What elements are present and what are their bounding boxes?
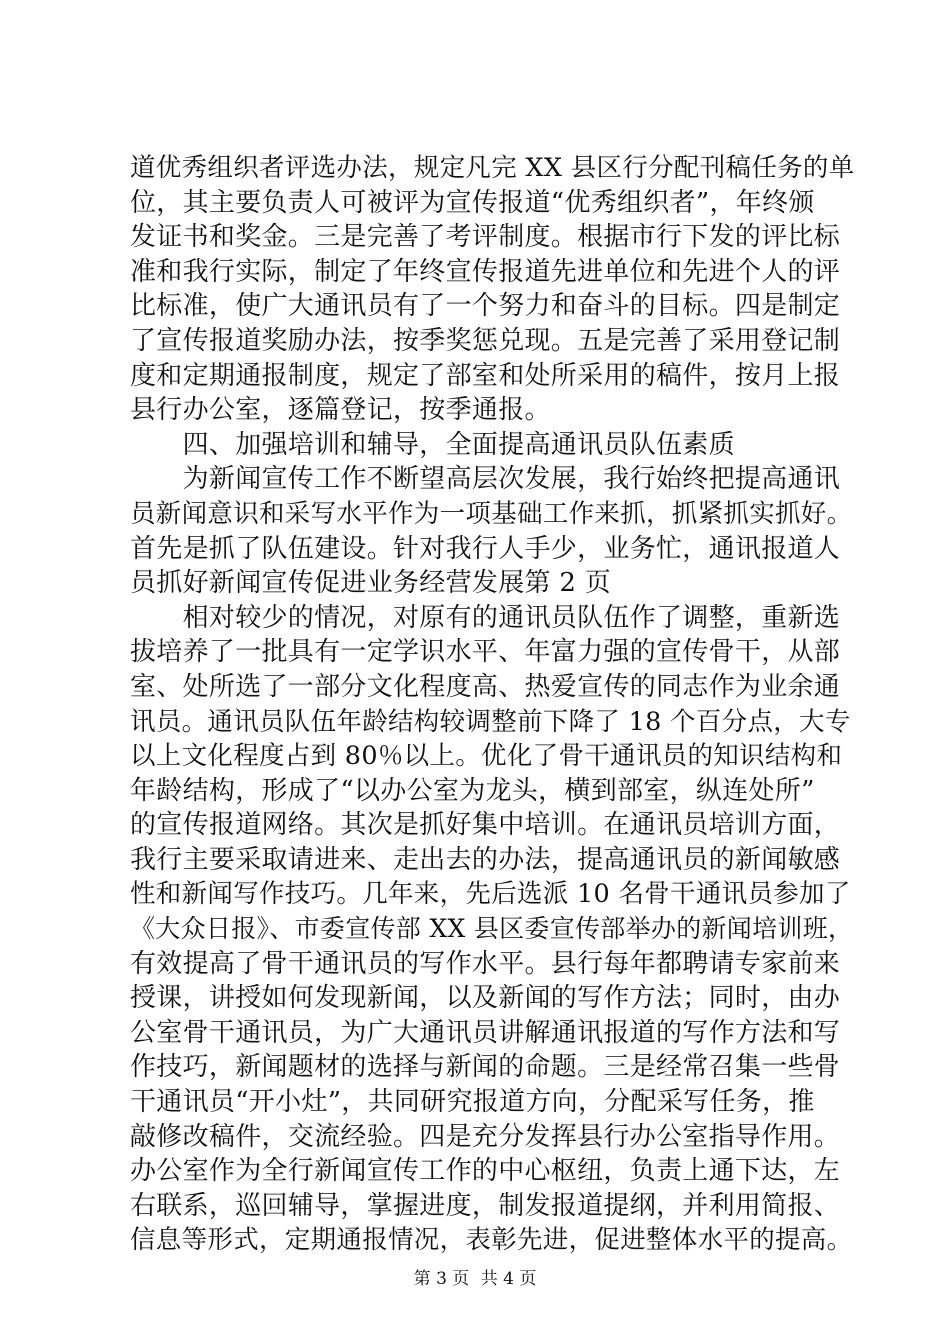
text-line: 首先是抓了队伍建设。针对我行人手少，业务忙，通讯报道人: [130, 533, 841, 564]
text-line: 道优秀组织者评选办法，规定凡完 XX 县区行分配刊稿任务的单: [130, 153, 855, 183]
text-line: 县行办公室，逐篇登记，按季通报。: [130, 395, 551, 426]
text-line: 度和定期通报制度，规定了部室和处所采用的稿件，按月上报: [130, 360, 841, 391]
text-line: 我行主要采取请进来、走出去的办法，提高通讯员的新闻敏感: [130, 844, 841, 875]
text-line: 相对较少的情况，对原有的通讯员队伍作了调整，重新选: [130, 602, 841, 633]
text-line: 授课，讲授如何发现新闻，以及新闻的写作方法；同时，由办: [130, 983, 841, 1014]
page-number: 第 3 页: [413, 1269, 470, 1289]
text-line: 位，其主要负责人可被评为宣传报道“优秀组织者”，年终颁: [130, 187, 815, 218]
text-line: 右联系，巡回辅导，掌握进度，制发报道提纲，并利用简报、: [130, 1190, 841, 1221]
text-line: 以上文化程度占到 80％以上。优化了骨干通讯员的知识结构和: [130, 741, 843, 772]
text-line: 敲修改稿件，交流经验。四是充分发挥县行办公室指导作用。: [130, 1121, 841, 1152]
text-line: 信息等形式，定期通报情况，表彰先进，促进整体水平的提高。: [130, 1225, 853, 1256]
document-body: [130, 151, 855, 1258]
text-line: 拔培养了一批具有一定学识水平、年富力强的宣传骨干，从部: [130, 637, 841, 668]
text-line: 为新闻宣传工作不断望高层次发展，我行始终把提高通讯: [130, 464, 841, 495]
text-line: 员新闻意识和采写水平作为一项基础工作来抓，抓紧抓实抓好。: [130, 498, 853, 529]
text-line: 讯员。通讯员队伍年龄结构较调整前下降了 18 个百分点，大专: [130, 706, 851, 737]
text-line: 年龄结构，形成了“以办公室为龙头，横到部室，纵连处所”: [130, 775, 815, 806]
text-line: 办公室作为全行新闻宣传工作的中心枢纽，负责上通下达，左: [130, 1156, 841, 1187]
text-line: 员抓好新闻宣传促进业务经营发展第 2 页: [130, 568, 612, 599]
text-line: 发证书和奖金。三是完善了考评制度。根据市行下发的评比标: [130, 222, 841, 253]
text-line: 准和我行实际，制定了年终宣传报道先进单位和先进个人的评: [130, 256, 841, 287]
text-line: 干通讯员“开小灶”，共同研究报道方向，分配采写任务，推: [130, 1087, 815, 1118]
page-total: 共 4 页: [480, 1269, 537, 1289]
text-line: 公室骨干通讯员，为广大通讯员讲解通讯报道的写作方法和写: [130, 1017, 841, 1048]
section-heading: 四、加强培训和辅导，全面提高通讯员队伍素质: [130, 429, 735, 460]
text-line: 比标准，使广大通讯员有了一个努力和奋斗的目标。四是制定: [130, 291, 841, 322]
text-line: 了宣传报道奖励办法，按季奖惩兑现。五是完善了采用登记制: [130, 325, 841, 356]
text-line: 室、处所选了一部分文化程度高、热爱宣传的同志作为业余通: [130, 671, 841, 702]
text-line: 作技巧，新闻题材的选择与新闻的命题。三是经常召集一些骨: [130, 1052, 841, 1083]
text-line: 《大众日报》、市委宣传部 XX 县区委宣传部举办的新闻培训班，: [130, 914, 854, 944]
text-line: 的宣传报道网络。其次是抓好集中培训。在通讯员培训方面，: [130, 810, 841, 841]
text-line: 性和新闻写作技巧。几年来，先后选派 10 名骨干通讯员参加了: [130, 879, 851, 910]
page-footer: [0, 1268, 950, 1290]
text-line: 有效提高了骨干通讯员的写作水平。县行每年都聘请专家前来: [130, 948, 841, 979]
